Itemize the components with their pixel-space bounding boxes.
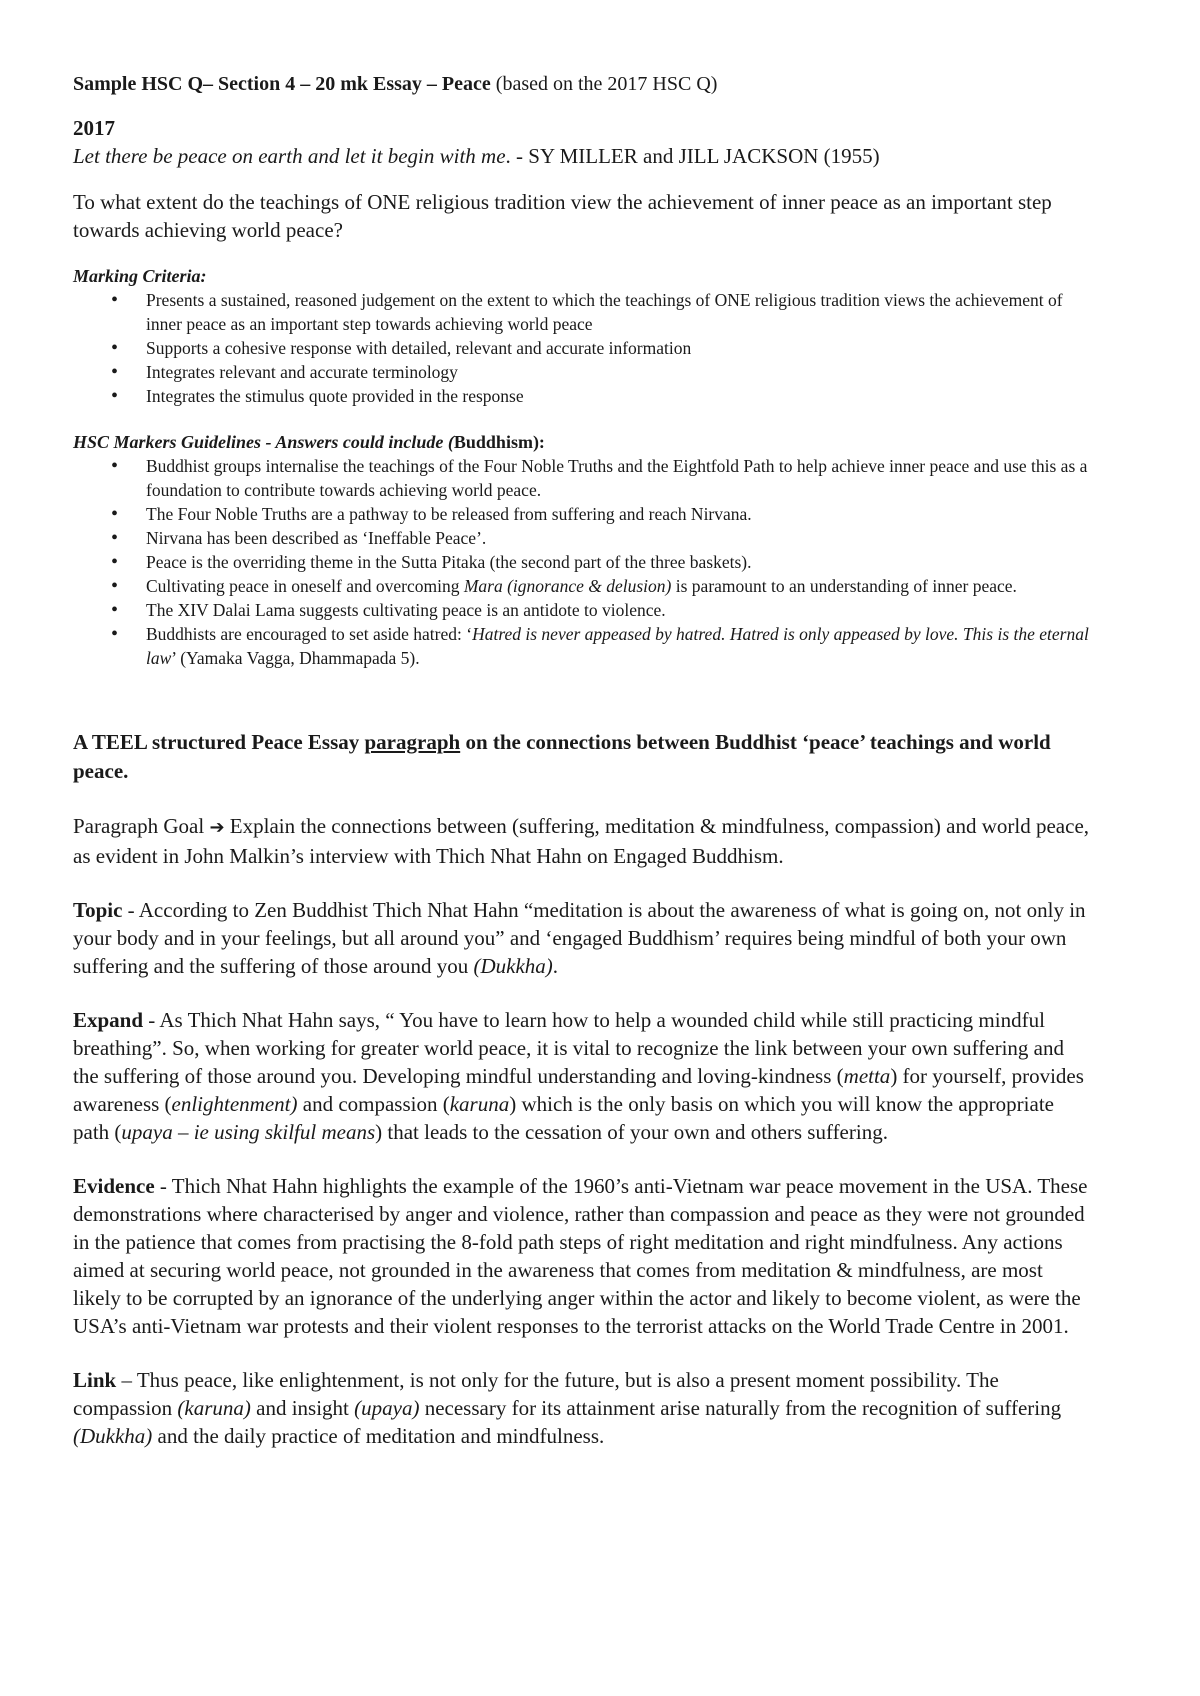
topic-label: Topic	[73, 898, 123, 922]
guideline-item: • The XIV Dalai Lama suggests cultivating peace is an antidote to violence.	[73, 598, 1090, 622]
guideline-italic: Hatred is never appeased by hatred. Hatred is only appeased by love. This is the eternal law	[146, 624, 1089, 668]
teel-title-pre: A TEEL structured Peace Essay	[73, 730, 365, 754]
expand-text: ) which is the only basis on which you will know the appropriate path (	[73, 1092, 1054, 1144]
question-year: 2017	[73, 116, 115, 140]
topic-end: .	[552, 954, 559, 978]
expand-italic: karuna	[449, 1092, 510, 1116]
criteria-item: • Integrates the stimulus quote provided in the response	[73, 384, 1090, 408]
expand-text: and compassion (	[297, 1092, 450, 1116]
goal-text: Explain the connections between (suffering, meditation & mindfulness, compassion) and world peace, as evident in John Malkin’s interview with Thich Nhat Hahn on Engaged Buddhism.	[73, 814, 1090, 868]
link-italic: (upaya)	[354, 1396, 420, 1420]
teel-title-underlined: paragraph	[364, 730, 461, 754]
guideline-text: is paramount to an understanding of inner peace.	[671, 576, 1017, 596]
expand-italic: enlightenment)	[171, 1092, 298, 1116]
expand-italic: upaya – ie using skilful means	[121, 1120, 376, 1144]
expand-text: ) for yourself, provides awareness (	[73, 1064, 1084, 1116]
quote-text: Let there be peace on earth and let it begin with me	[73, 144, 506, 168]
criteria-item: • Presents a sustained, reasoned judgement on the extent to which the teachings of ONE religious tradition views the achievement of inner peace as an important step towards achieving world peace	[73, 288, 1090, 336]
guidelines-list	[73, 454, 1090, 670]
marking-criteria-list	[73, 288, 1090, 408]
topic-italic: (Dukkha)	[473, 954, 553, 978]
guideline-item: • Buddhist groups internalise the teachings of the Four Noble Truths and the Eightfold Path to help achieve inner peace and use this as a foundation to contribute towards achieving world peace.	[73, 454, 1090, 502]
essay-question: To what extent do the teachings of ONE religious tradition view the achievement of inner peace as an important step towards achieving world peace?	[73, 190, 1052, 242]
guideline-italic: Mara (ignorance & delusion)	[463, 576, 672, 596]
guideline-item: • Nirvana has been described as ‘Ineffable Peace’.	[73, 526, 1090, 550]
guideline-item	[73, 622, 1090, 670]
paragraph-expand	[73, 1006, 1090, 1146]
paragraph-goal	[73, 812, 1090, 870]
link-text: necessary for its attainment arise naturally from the recognition of suffering	[419, 1396, 1062, 1420]
stimulus-quote	[73, 142, 1090, 170]
guideline-text: Cultivating peace in oneself and overcoming	[146, 576, 464, 596]
quote-attribution: . - SY MILLER and JILL JACKSON (1955)	[505, 144, 880, 168]
topic-text: - According to Zen Buddhist Thich Nhat Hahn “meditation is about the awareness of what is going on, not only in your body and in your feelings, but all around you” and ‘engaged Buddhism’ requires being mindful of both your own suffering and the suffering of those around you	[73, 898, 1086, 978]
expand-text: ) that leads to the cessation of your own and others suffering.	[375, 1120, 888, 1144]
link-text: and the daily practice of meditation and mindfulness.	[152, 1424, 605, 1448]
paragraph-link	[73, 1366, 1090, 1450]
guidelines-title-italic: HSC Markers Guidelines - Answers could include (	[73, 432, 454, 452]
header-bold-title: Sample HSC Q– Section 4 – 20 mk Essay – Peace	[73, 73, 491, 95]
criteria-item: • Supports a cohesive response with detailed, relevant and accurate information	[73, 336, 1090, 360]
paragraph-evidence	[73, 1172, 1090, 1340]
guideline-text: ’ (Yamaka Vagga, Dhammapada 5).	[171, 648, 420, 668]
expand-italic: metta	[843, 1064, 891, 1088]
expand-text: - As Thich Nhat Hahn says, “ You have to learn how to help a wounded child while still practicing mindful breathing”. So, when working for greater world peace, it is vital to recognize the link between your own suffering and the suffering of those around you. Developing mindful understanding and loving-kindness (	[73, 1008, 1064, 1088]
arrow-right-icon: ➔	[209, 817, 225, 838]
guidelines-title-upright: Buddhism):	[453, 432, 545, 452]
evidence-text: - Thich Nhat Hahn highlights the example of the 1960’s anti-Vietnam war peace movement in the USA. These demonstrations where characterised by anger and violence, rather than compassion and peace as they were not grounded in the patience that comes from practising the 8-fold path steps of right meditation and right mindfulness. Any actions aimed at securing world peace, not grounded in the awareness that comes from meditation & mindfulness, are most likely to be corrupted by an ignorance of the underlying anger within the actor and likely to become violent, as were the USA’s anti-Vietnam war protests and their violent responses to the terrorist attacks on the World Trade Centre in 2001.	[73, 1174, 1088, 1338]
criteria-item: • Integrates relevant and accurate terminology	[73, 360, 1090, 384]
link-italic: (Dukkha)	[73, 1424, 153, 1448]
link-text: and insight	[250, 1396, 355, 1420]
marking-criteria-title: Marking Criteria:	[73, 266, 207, 286]
teel-section-title	[73, 728, 1090, 786]
goal-label: Paragraph Goal	[73, 814, 210, 838]
guidelines-title	[73, 430, 1090, 454]
link-italic: (karuna)	[177, 1396, 251, 1420]
guideline-item	[73, 574, 1090, 598]
header-subtitle: (based on the 2017 HSC Q)	[490, 73, 718, 95]
link-text: – Thus peace, like enlightenment, is not only for the future, but is also a present moment possibility. The compassion	[73, 1368, 999, 1420]
paragraph-topic	[73, 896, 1090, 980]
link-label: Link	[73, 1368, 117, 1392]
guideline-text: Buddhists are encouraged to set aside hatred: ‘	[146, 624, 473, 644]
evidence-label: Evidence	[73, 1174, 155, 1198]
document-header	[73, 70, 1090, 98]
guideline-item: • The Four Noble Truths are a pathway to be released from suffering and reach Nirvana.	[73, 502, 1090, 526]
expand-label: Expand	[73, 1008, 144, 1032]
teel-title-post: on the connections between Buddhist ‘peace’ teachings and world peace.	[73, 730, 1051, 783]
guideline-item: • Peace is the overriding theme in the Sutta Pitaka (the second part of the three baskets).	[73, 550, 1090, 574]
